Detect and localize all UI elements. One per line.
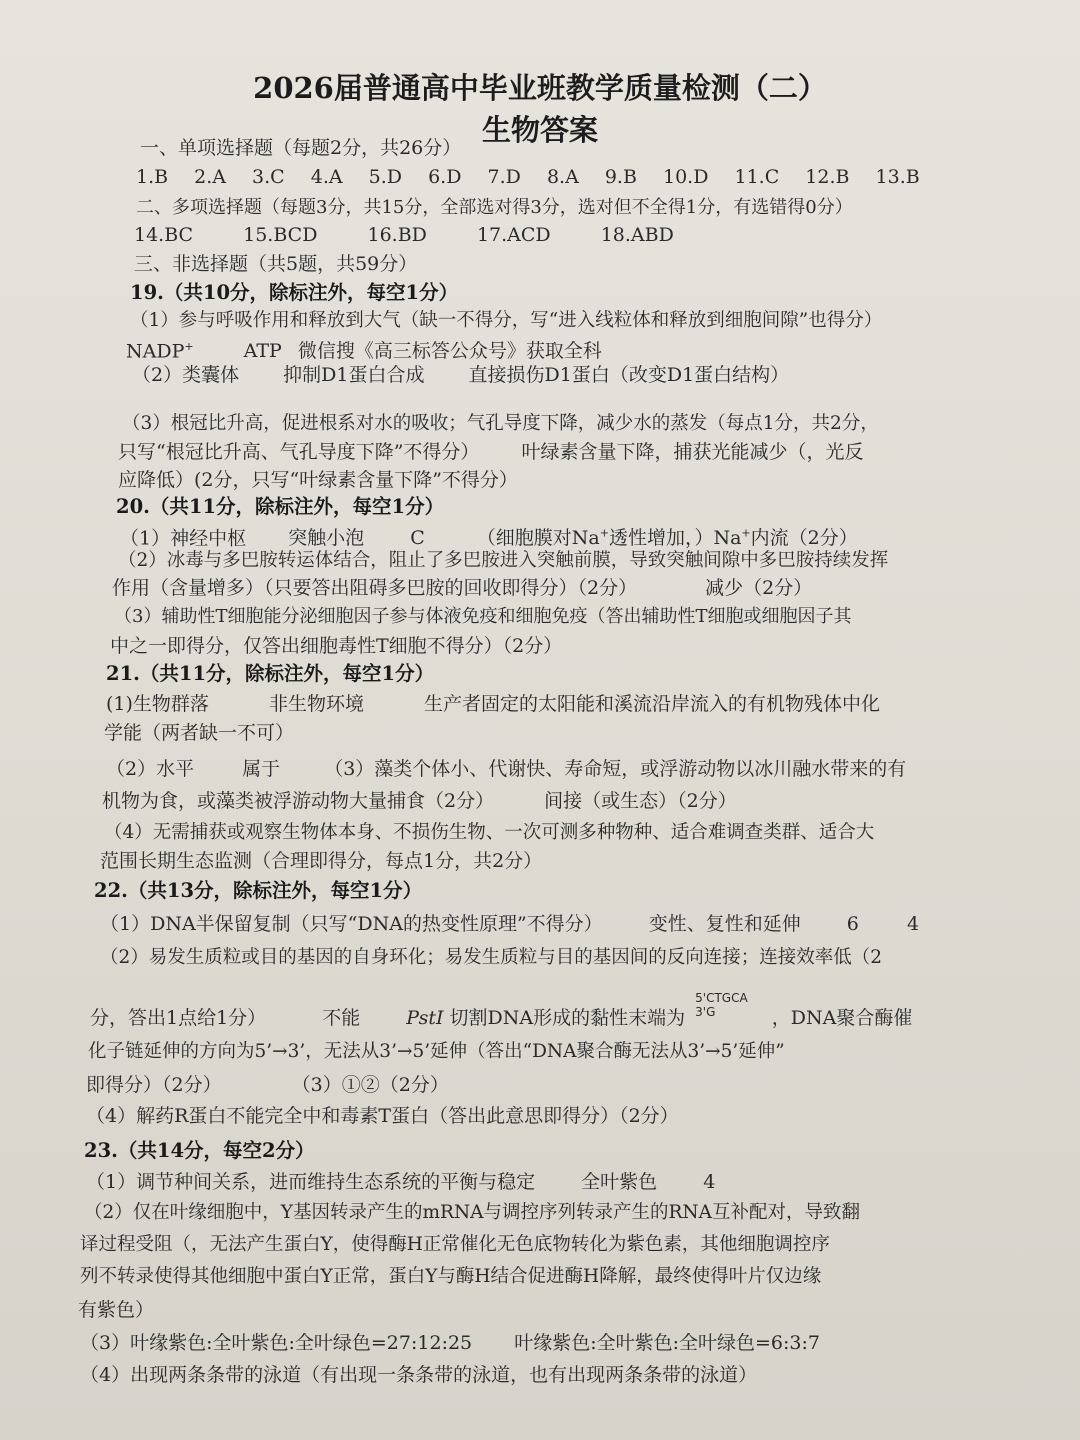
q21-line4 xyxy=(102,789,737,813)
answer-6: 6.D xyxy=(428,166,462,188)
q22-ans-e: 分，答出1点给1分） xyxy=(90,1007,267,1029)
answer-18: 18.ABD xyxy=(600,224,674,246)
answer-1: 1.B xyxy=(136,166,169,188)
q22-line3 xyxy=(90,991,913,1033)
q21-line3 xyxy=(106,757,906,781)
answer-2: 2.A xyxy=(194,166,226,188)
q23-ans-c: 4 xyxy=(703,1171,716,1193)
q20-line5: 中之一即得分，仅答出细胞毒性T细胞不得分）（2分） xyxy=(110,635,563,657)
q23-line2: （2）仅在叶缘细胞中，Y基因转录产生的mRNA与调控序列转录产生的RNA互补配对，导致翻 xyxy=(84,1202,860,1223)
q22-sticky-end-top: 5'CTGCA xyxy=(695,991,748,1005)
answer-14: 14.BC xyxy=(134,224,194,246)
answer-13: 13.B xyxy=(875,166,920,188)
q20-line1 xyxy=(120,522,858,550)
q19-ans-b: 抑制D1蛋白合成 xyxy=(283,364,425,386)
q20-line4: （3）辅助性T细胞能分泌细胞因子参与体液免疫和细胞免疫（答出辅助性T细胞或细胞因子其 xyxy=(114,606,852,627)
q20-ans-d xyxy=(477,527,858,549)
answer-11: 11.C xyxy=(734,166,780,188)
q22-enzyme-psti: PstI xyxy=(406,1007,444,1029)
q19-line3 xyxy=(132,363,789,387)
q21-ans-d: （2）水平 xyxy=(106,758,195,780)
q20-ans-b: 突触小泡 xyxy=(288,527,365,550)
q22-sticky-end xyxy=(695,991,748,1019)
q21-ans-h: 间接（或生态）（2分） xyxy=(544,790,737,812)
q22-ans-b: 变性、复性和延伸 xyxy=(648,913,801,935)
answer-12: 12.B xyxy=(805,166,850,188)
q19-line5 xyxy=(118,440,864,464)
q20-line2: （2）冰毒与多巴胺转运体结合，阻止了多巴胺进入突触前膜，导致突触间隙中多巴胺持续发挥 xyxy=(118,550,889,571)
q19-line2 xyxy=(126,335,602,363)
q23-line5: 有紫色） xyxy=(78,1299,155,1321)
answer-8: 8.A xyxy=(546,166,579,188)
q22-line4: 化子链延伸的方向为5’→3’，无法从3’→5’延伸（答出“DNA聚合酶无法从3’→5’延伸” xyxy=(88,1041,785,1062)
q19-ans-c: 直接损伤D1蛋白（改变D1蛋白结构） xyxy=(468,364,790,386)
q23-line4: 列不转录使得其他细胞中蛋白Y正常，蛋白Y与酶H结合促进酶H降解，最终使得叶片仅边缘 xyxy=(80,1266,822,1287)
section3-heading: 三、非选择题（共5题，共59分） xyxy=(134,253,418,275)
q19-line6: 应降低）(2分，只写“叶绿素含量下降”不得分） xyxy=(118,469,518,491)
q21-ans-e: 属于 xyxy=(242,758,281,780)
q23-ans-d: （3）叶缘紫色:全叶紫色:全叶绿色=27:12:25 xyxy=(80,1332,473,1354)
q20-ans-a: （1）神经中枢 xyxy=(120,527,247,550)
q22-line5 xyxy=(86,1073,449,1097)
section1-answers xyxy=(136,165,920,189)
q22-sticky-end-bottom: 3'G xyxy=(695,1005,716,1019)
q21-line1 xyxy=(106,692,880,716)
exam-title: 2026届普通高中毕业班教学质量检测（二） xyxy=(253,71,827,105)
q22-ans-h: ，DNA聚合酶催 xyxy=(771,1007,913,1029)
q22-ans-a: （1）DNA半保留复制（只写“DNA的热变性原理”不得分） xyxy=(100,913,603,935)
q19-nadp-sup: + xyxy=(184,340,194,353)
q22-ans-d: 4 xyxy=(906,913,920,935)
q23-ans-b: 全叶紫色 xyxy=(581,1171,658,1193)
q22-ans-i: 即得分）（2分） xyxy=(86,1074,222,1096)
q21-heading: 21.（共11分，除标注外，每空1分） xyxy=(106,662,435,685)
answer-7: 7.D xyxy=(487,166,521,188)
q23-line1 xyxy=(86,1170,715,1194)
q19-ans-d: 只写“根冠比升高、气孔导度下降”不得分） xyxy=(118,441,480,463)
q20-na-sup2: + xyxy=(741,527,751,540)
q20-line3 xyxy=(112,576,812,600)
answer-3: 3.C xyxy=(252,166,285,188)
q19-ans-a: （2）类囊体 xyxy=(132,364,240,386)
q19-line1: （1）参与呼吸作用和释放到大气（缺一不得分，写“进入线粒体和释放到细胞间隙”也得分） xyxy=(130,310,883,331)
q23-ans-e: 叶缘紫色:全叶紫色:全叶绿色=6:3:7 xyxy=(514,1332,820,1354)
q23-heading: 23.（共14分，每空2分） xyxy=(84,1139,315,1162)
q19-note: 微信搜《高三标答公众号》获取全科 xyxy=(297,340,602,363)
q21-ans-a: (1)生物群落 xyxy=(106,693,209,715)
q21-ans-c: 生产者固定的太阳能和溪流沿岸流入的有机物残体中化 xyxy=(424,693,881,715)
answer-17: 17.ACD xyxy=(476,224,551,246)
q19-ans-e: 叶绿素含量下降，捕获光能减少（，光反 xyxy=(521,441,864,463)
q23-line3: 译过程受阻（，无法产生蛋白Y，使得酶H正常催化无色底物转化为紫色素，其他细胞调控序 xyxy=(80,1234,830,1255)
q21-ans-f: （3）藻类个体小、代谢快、寿命短，或浮游动物以冰川融水带来的有 xyxy=(324,758,907,780)
answer-10: 10.D xyxy=(662,166,709,188)
q21-line5: （4）无需捕获或观察生物体本身、不损伤生物、一次可测多种物种、适合难调查类群、适合大 xyxy=(104,822,875,843)
section1-heading: 一、单项选择题（每题2分，共26分） xyxy=(140,137,462,159)
q22-ans-c: 6 xyxy=(846,913,859,935)
q21-ans-g: 机物为食，或藻类被浮游动物大量捕食（2分） xyxy=(102,790,495,812)
q22-ans-g: 切割DNA形成的黏性末端为 xyxy=(449,1007,686,1029)
q20-ans-e: 作用（含量增多）（只要答出阻碍多巴胺的回收即得分）（2分） xyxy=(112,577,638,599)
q22-line6: （4）解药R蛋白不能完全中和毒素T蛋白（答出此意思即得分）（2分） xyxy=(86,1105,679,1127)
answer-16: 16.BD xyxy=(367,224,427,246)
q21-line2: 学能（两者缺一不可） xyxy=(104,722,295,744)
q22-heading: 22.（共13分，除标注外，每空1分） xyxy=(94,879,423,902)
q19-atp: ATP xyxy=(243,340,282,363)
answer-15: 15.BCD xyxy=(243,224,318,246)
q20-ans-c: C xyxy=(410,527,425,550)
q20-ans-d-part2: 透性增加，）Na xyxy=(608,527,742,550)
answer-4: 4.A xyxy=(310,166,343,188)
q22-ans-j: （3）①②（2分） xyxy=(291,1074,449,1096)
q20-heading: 20.（共11分，除标注外，每空1分） xyxy=(116,495,445,518)
q22-ans-f: 不能 xyxy=(322,1007,361,1029)
q23-ans-a: （1）调节种间关系，进而维持生态系统的平衡与稳定 xyxy=(86,1171,536,1193)
section2-answers xyxy=(134,223,674,247)
q21-line6: 范围长期生态监测（合理即得分，每点1分，共2分） xyxy=(100,850,543,872)
q20-ans-f: 减少（2分） xyxy=(705,577,813,599)
q23-line6 xyxy=(80,1331,820,1355)
section2-heading: 二、多项选择题（每题3分，共15分，全部选对得3分，选对但不全得1分，有选错得0分） xyxy=(136,197,853,218)
q23-line7: （4）出现两条条带的泳道（有出现一条条带的泳道，也有出现两条条带的泳道） xyxy=(80,1364,758,1386)
q20-ans-d-part3: 内流（2分） xyxy=(750,527,858,550)
q22-line2: （2）易发生质粒或目的基因的自身环化；易发生质粒与目的基因间的反向连接；连接效率低（2 xyxy=(100,947,883,968)
q22-line1 xyxy=(100,912,919,936)
q19-line4: （3）根冠比升高，促进根系对水的吸收；气孔导度下降，减少水的蒸发（每点1分，共2分， xyxy=(122,413,879,434)
q19-nadp: NADP xyxy=(126,340,185,363)
answer-9: 9.B xyxy=(604,166,637,188)
q19-heading: 19.（共10分，除标注外，每空1分） xyxy=(130,281,459,304)
q20-na-sup1: + xyxy=(599,527,609,540)
q20-ans-d-part1: （细胞膜对Na xyxy=(476,527,600,550)
q21-ans-b: 非生物环境 xyxy=(268,693,364,715)
answer-5: 5.D xyxy=(368,166,403,188)
exam-subtitle: 生物答案 xyxy=(481,113,598,147)
